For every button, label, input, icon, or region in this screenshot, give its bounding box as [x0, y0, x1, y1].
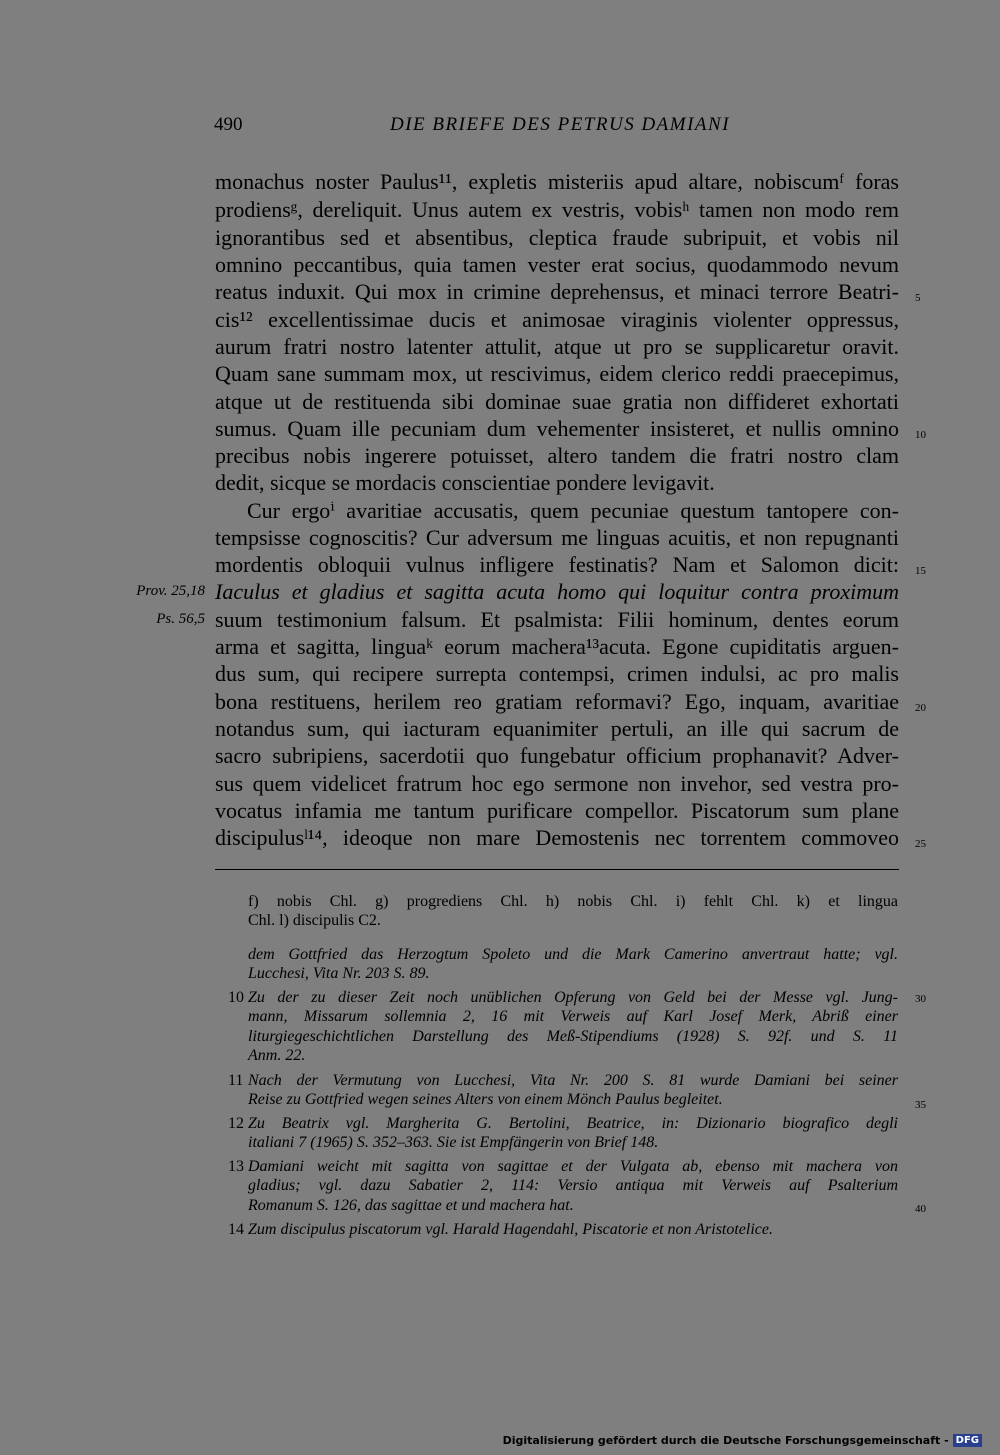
- text-line: monachus noster Paulus¹¹, expletis misteriis apud altare, nobiscumᶠ foras: [215, 169, 899, 194]
- footnote-line: Zum discipulus piscatorum vgl. Harald Hagendahl, Piscatorie et non Aristotelice.: [248, 1221, 773, 1238]
- text-line: vocatus infamia me tantum purificare compellor. Piscatorum sum plane: [215, 798, 899, 823]
- footnote-line: Lucchesi, Vita Nr. 203 S. 89.: [248, 965, 430, 982]
- footnote-line: Zu Beatrix vgl. Margherita G. Bertolini, Beatrice, in: Dizionario biografico degli: [248, 1115, 898, 1132]
- text-line: arma et sagitta, linguaᵏ eorum machera¹³acuta. Egone cupiditatis arguen-: [215, 634, 899, 659]
- text-line: precibus nobis ingerere potuisset, altero tandem die fratri nostro clam: [215, 443, 899, 468]
- text-line: Quam sane summam mox, ut rescivimus, eidem clerico reddi praecepimus,: [215, 361, 899, 386]
- dfg-logo: DFG: [953, 1434, 982, 1447]
- apparatus-line: f) nobis Chl. g) progrediens Chl. h) nobis Chl. i) fehlt Chl. k) et lingua: [248, 893, 898, 910]
- text-line: dus sum, qui recipere surrepta contempsi, crimen indulsi, ac pro malis: [215, 661, 899, 686]
- footnote-line: Anm. 22.: [248, 1047, 306, 1064]
- footnote-line: italiani 7 (1965) S. 352–363. Sie ist Empfängerin von Brief 148.: [248, 1134, 659, 1151]
- footnote-number: 13: [228, 1158, 244, 1175]
- text-line: sus quem videlicet fratrum hoc ego sermone non invehor, sed vestra pro-: [215, 771, 899, 796]
- footnote-number: 14: [228, 1221, 244, 1238]
- line-number: 20: [915, 702, 926, 714]
- footnote-line: gladius; vgl. dazu Sabatier 2, 114: Versio antiqua mit Verweis auf Psalterium: [248, 1177, 898, 1194]
- text-line: aurum fratri nostro latenter attulit, atque ut pro se supplicaretur oravit.: [215, 334, 899, 359]
- page-number: 490: [214, 114, 243, 135]
- line-number: 35: [915, 1099, 926, 1111]
- footnote-number: 12: [228, 1115, 244, 1132]
- footnote-line: dem Gottfried das Herzogtum Spoleto und die Mark Camerino anvertraut hatte; vgl.: [248, 946, 898, 963]
- text-line: Cur ergoⁱ avaritiae accusatis, quem pecuniae questum tantopere con-: [247, 498, 899, 523]
- text-line: prodiensᵍ, dereliquit. Unus autem ex vestris, vobisʰ tamen non modo rem: [215, 197, 899, 222]
- text-line: notandus sum, qui iacturam equanimiter pertuli, an ille qui sacrum de: [215, 716, 899, 741]
- footnote-separator: [215, 869, 899, 870]
- text-line: sumus. Quam ille pecuniam dum vehementer insisteret, et nullis omnino: [215, 416, 899, 441]
- footnote-line: mann, Missarum sollemnia 2, 16 mit Verweis auf Karl Josef Merk, Abriß einer: [248, 1008, 898, 1025]
- footnote-number: 11: [228, 1072, 244, 1089]
- footnote-line: liturgiegeschichtlichen Darstellung des Meß-Stipendiums (1928) S. 92f. und S. 11: [248, 1028, 898, 1045]
- text-line: atque ut de restituenda sibi dominae suae gratia non diffideret exhortati: [215, 389, 899, 414]
- text-line: mordentis obloquii vulnus infligere festinatis? Nam et Salomon dicit:: [215, 552, 899, 577]
- footnote-line: Nach der Vermutung von Lucchesi, Vita Nr. 200 S. 81 wurde Damiani bei seiner: [248, 1072, 898, 1089]
- line-number: 10: [915, 429, 926, 441]
- text-line: Iaculus et gladius et sagitta acuta homo qui loquitur contra proximum: [215, 579, 899, 604]
- margin-reference: Ps. 56,5: [156, 611, 205, 627]
- line-number: 15: [915, 565, 926, 577]
- line-number: 5: [915, 292, 921, 304]
- footer-text: Digitalisierung gefördert durch die Deutsche Forschungsgemeinschaft -: [502, 1434, 949, 1447]
- text-line: reatus induxit. Qui mox in crimine deprehensus, et minaci terrore Beatri-: [215, 279, 899, 304]
- text-line: discipulusˡ¹⁴, ideoque non mare Demostenis nec torrentem commoveo: [215, 825, 899, 850]
- line-number: 30: [915, 993, 926, 1005]
- footnote-line: Zu der zu dieser Zeit noch unüblichen Opferung von Geld bei der Messe vgl. Jung-: [248, 989, 898, 1006]
- text-line: sacro subripiens, sacerdotii quo fungebatur officium prophanavit? Adver-: [215, 743, 899, 768]
- text-line: dedit, sicque se mordacis conscientiae pondere levigavit.: [215, 470, 715, 495]
- digitization-footer: [503, 1434, 982, 1447]
- footnote-line: Reise zu Gottfried wegen seines Alters von einem Mönch Paulus begleitet.: [248, 1091, 723, 1108]
- line-number: 40: [915, 1203, 926, 1215]
- footnote-line: Romanum S. 126, das sagittae et und machera hat.: [248, 1197, 574, 1214]
- footnote-line: Damiani weicht mit sagitta von sagittae et der Vulgata ab, ebenso mit machera von: [248, 1158, 898, 1175]
- text-line: bona restituens, herilem reo gratiam reformavi? Ego, inquam, avaritiae: [215, 689, 899, 714]
- running-title: DIE BRIEFE DES PETRUS DAMIANI: [390, 114, 731, 135]
- text-line: tempsisse cognoscitis? Cur adversum me linguas acuitis, et non repugnanti: [215, 525, 899, 550]
- text-line: suum testimonium falsum. Et psalmista: Filii hominum, dentes eorum: [215, 607, 899, 632]
- apparatus-line: Chl. l) discipulis C2.: [248, 912, 381, 929]
- line-number: 25: [915, 838, 926, 850]
- text-line: ignorantibus sed et absentibus, cleptica fraude subripuit, et vobis nil: [215, 225, 899, 250]
- text-line: cis¹² excellentissimae ducis et animosae viraginis violenter oppressus,: [215, 307, 899, 332]
- footnote-number: 10: [228, 989, 244, 1006]
- margin-reference: Prov. 25,18: [136, 583, 205, 599]
- text-line: omnino peccantibus, quia tamen vester erat socius, quodammodo nevum: [215, 252, 899, 277]
